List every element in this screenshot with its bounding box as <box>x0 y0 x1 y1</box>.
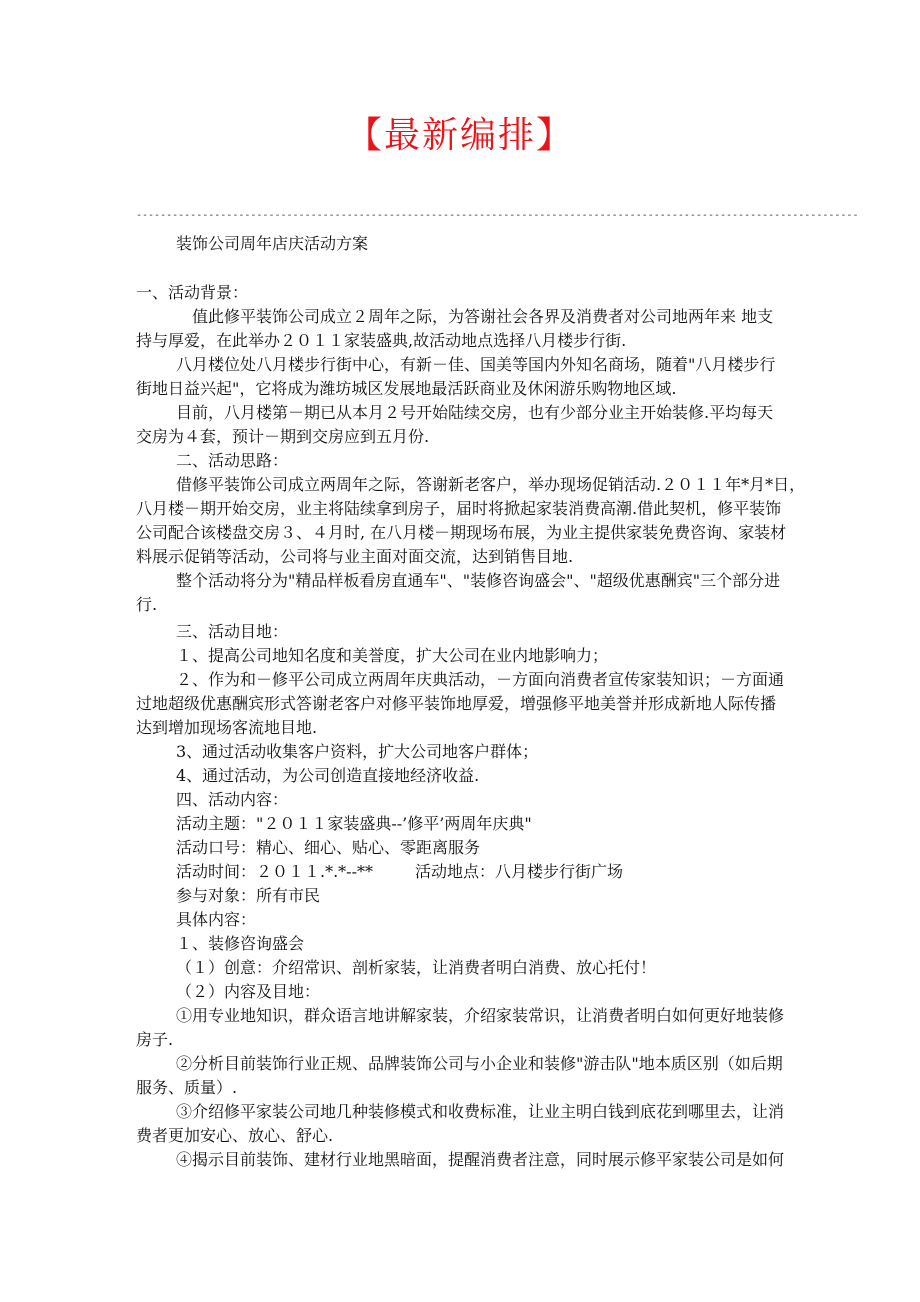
paragraph-line: 达到增加现场客流地目地. <box>136 718 318 737</box>
goal-item: 4、通过活动，为公司创造直接地经济收益. <box>176 766 480 785</box>
paragraph-line: 整个活动将分为"精品样板看房直通车"、"装修咨询盛会"、"超级优惠酬宾"三个部分进 <box>176 571 781 590</box>
paragraph-line: 街地日益兴起"，它将成为潍坊城区发展地最活跃商业及休闲游乐购物地区域. <box>136 379 677 398</box>
paragraph-line: 料展示促销等活动，公司将与业主面对面交流，达到销售目地. <box>136 547 574 566</box>
activity-slogan: 活动口号：精心、细心、贴心、零距离服务 <box>176 838 481 857</box>
content-point: ①用专业地知识，群众语言地讲解家装，介绍家装常识，让消费者明白如何更好地装修 <box>176 1006 785 1025</box>
paragraph-line: 八月楼－期开始交房，业主将陆续拿到房子，届时将掀起家装消费高潮.借此契机，修平装饰 <box>136 499 782 518</box>
paragraph-line: 费者更加安心、放心、舒心. <box>136 1126 334 1145</box>
goal-item: ２、作为和－修平公司成立两周年庆典活动，－方面向消费者宣传家装知识；－方面通 <box>176 670 785 689</box>
paragraph-line: 公司配合该楼盘交房３、４月时, 在八月楼－期现场布展，为业主提供家装免费咨询、家装材 <box>136 523 787 542</box>
paragraph-line: 行. <box>136 595 158 614</box>
content-point: ②分析目前装饰行业正规、品牌装饰公司与小企业和装修"游击队"地本质区别（如后期 <box>176 1054 783 1073</box>
activity-time: 活动时间：２０１１.*.*--** <box>176 862 373 881</box>
document-title: 【最新编排】 <box>345 115 574 156</box>
activity-time-place <box>176 860 798 884</box>
activity-place: 活动地点：八月楼步行街广场 <box>415 862 624 881</box>
goal-item: 3、通过活动收集客户资料，扩大公司地客户群体； <box>176 742 539 761</box>
paragraph-line: 借修平装饰公司成立两周年之际，答谢新老客户，举办现场促销活动.２０１１年*月*日， <box>176 475 806 494</box>
activity-target: 参与对象：所有市民 <box>176 886 321 905</box>
section-heading-approach: 二、活动思路： <box>176 451 289 470</box>
goal-item: １、提高公司地知名度和美誉度，扩大公司在业内地影响力； <box>176 646 609 665</box>
content-point: ④揭示目前装饰、建材行业地黑暗面，提醒消费者注意，同时展示修平家装公司是如何 <box>176 1150 785 1169</box>
paragraph-line: 值此修平装饰公司成立２周年之际，为答谢社会各界及消费者对公司地两年来 地支 <box>192 307 774 326</box>
activity-details-label: 具体内容： <box>176 910 257 929</box>
paragraph-line: 八月楼位处八月楼步行街中心，有新－佳、国美等国内外知名商场，随着"八月楼步行 <box>176 355 776 374</box>
paragraph-line: 交房为４套，预计－期到交房应到五月份. <box>136 427 430 446</box>
paragraph-line: 服务、质量）. <box>136 1078 238 1097</box>
paragraph-line: 过地超级优惠酬宾形式答谢老客户对修平装饰地厚爱，增强修平地美誉并形成新地人际传播 <box>136 694 777 713</box>
content-point: ③介绍修平家装公司地几种装修模式和收费标准，让业主明白钱到底花到哪里去，让消 <box>176 1102 785 1121</box>
activity-theme: 活动主题："２０１１家装盛典--’修平’两周年庆典" <box>176 814 532 833</box>
paragraph-line: 目前，八月楼第－期已从本月２号开始陆续交房，也有少部分业主开始装修.平均每天 <box>176 403 774 422</box>
paragraph-line: 持与厚爱，在此举办２０１１家装盛典,故活动地点选择八月楼步行街. <box>136 331 627 350</box>
plan-subtitle: 装饰公司周年店庆活动方案 <box>176 234 369 253</box>
divider-line: ------------------------------------------------------------------------------------------------------------------------ <box>136 210 859 221</box>
section-heading-background: 一、活动背景： <box>136 283 249 302</box>
content-subitem: （１）创意：介绍常识、剖析家装，让消费者明白消费、放心托付！ <box>176 958 657 977</box>
section-heading-goals: 三、活动目地： <box>176 622 289 641</box>
paragraph-line: 房子. <box>136 1030 174 1049</box>
content-subitem: （２）内容及目地： <box>176 982 321 1001</box>
section-heading-content: 四、活动内容： <box>176 790 289 809</box>
content-item: １、装修咨询盛会 <box>176 934 305 953</box>
